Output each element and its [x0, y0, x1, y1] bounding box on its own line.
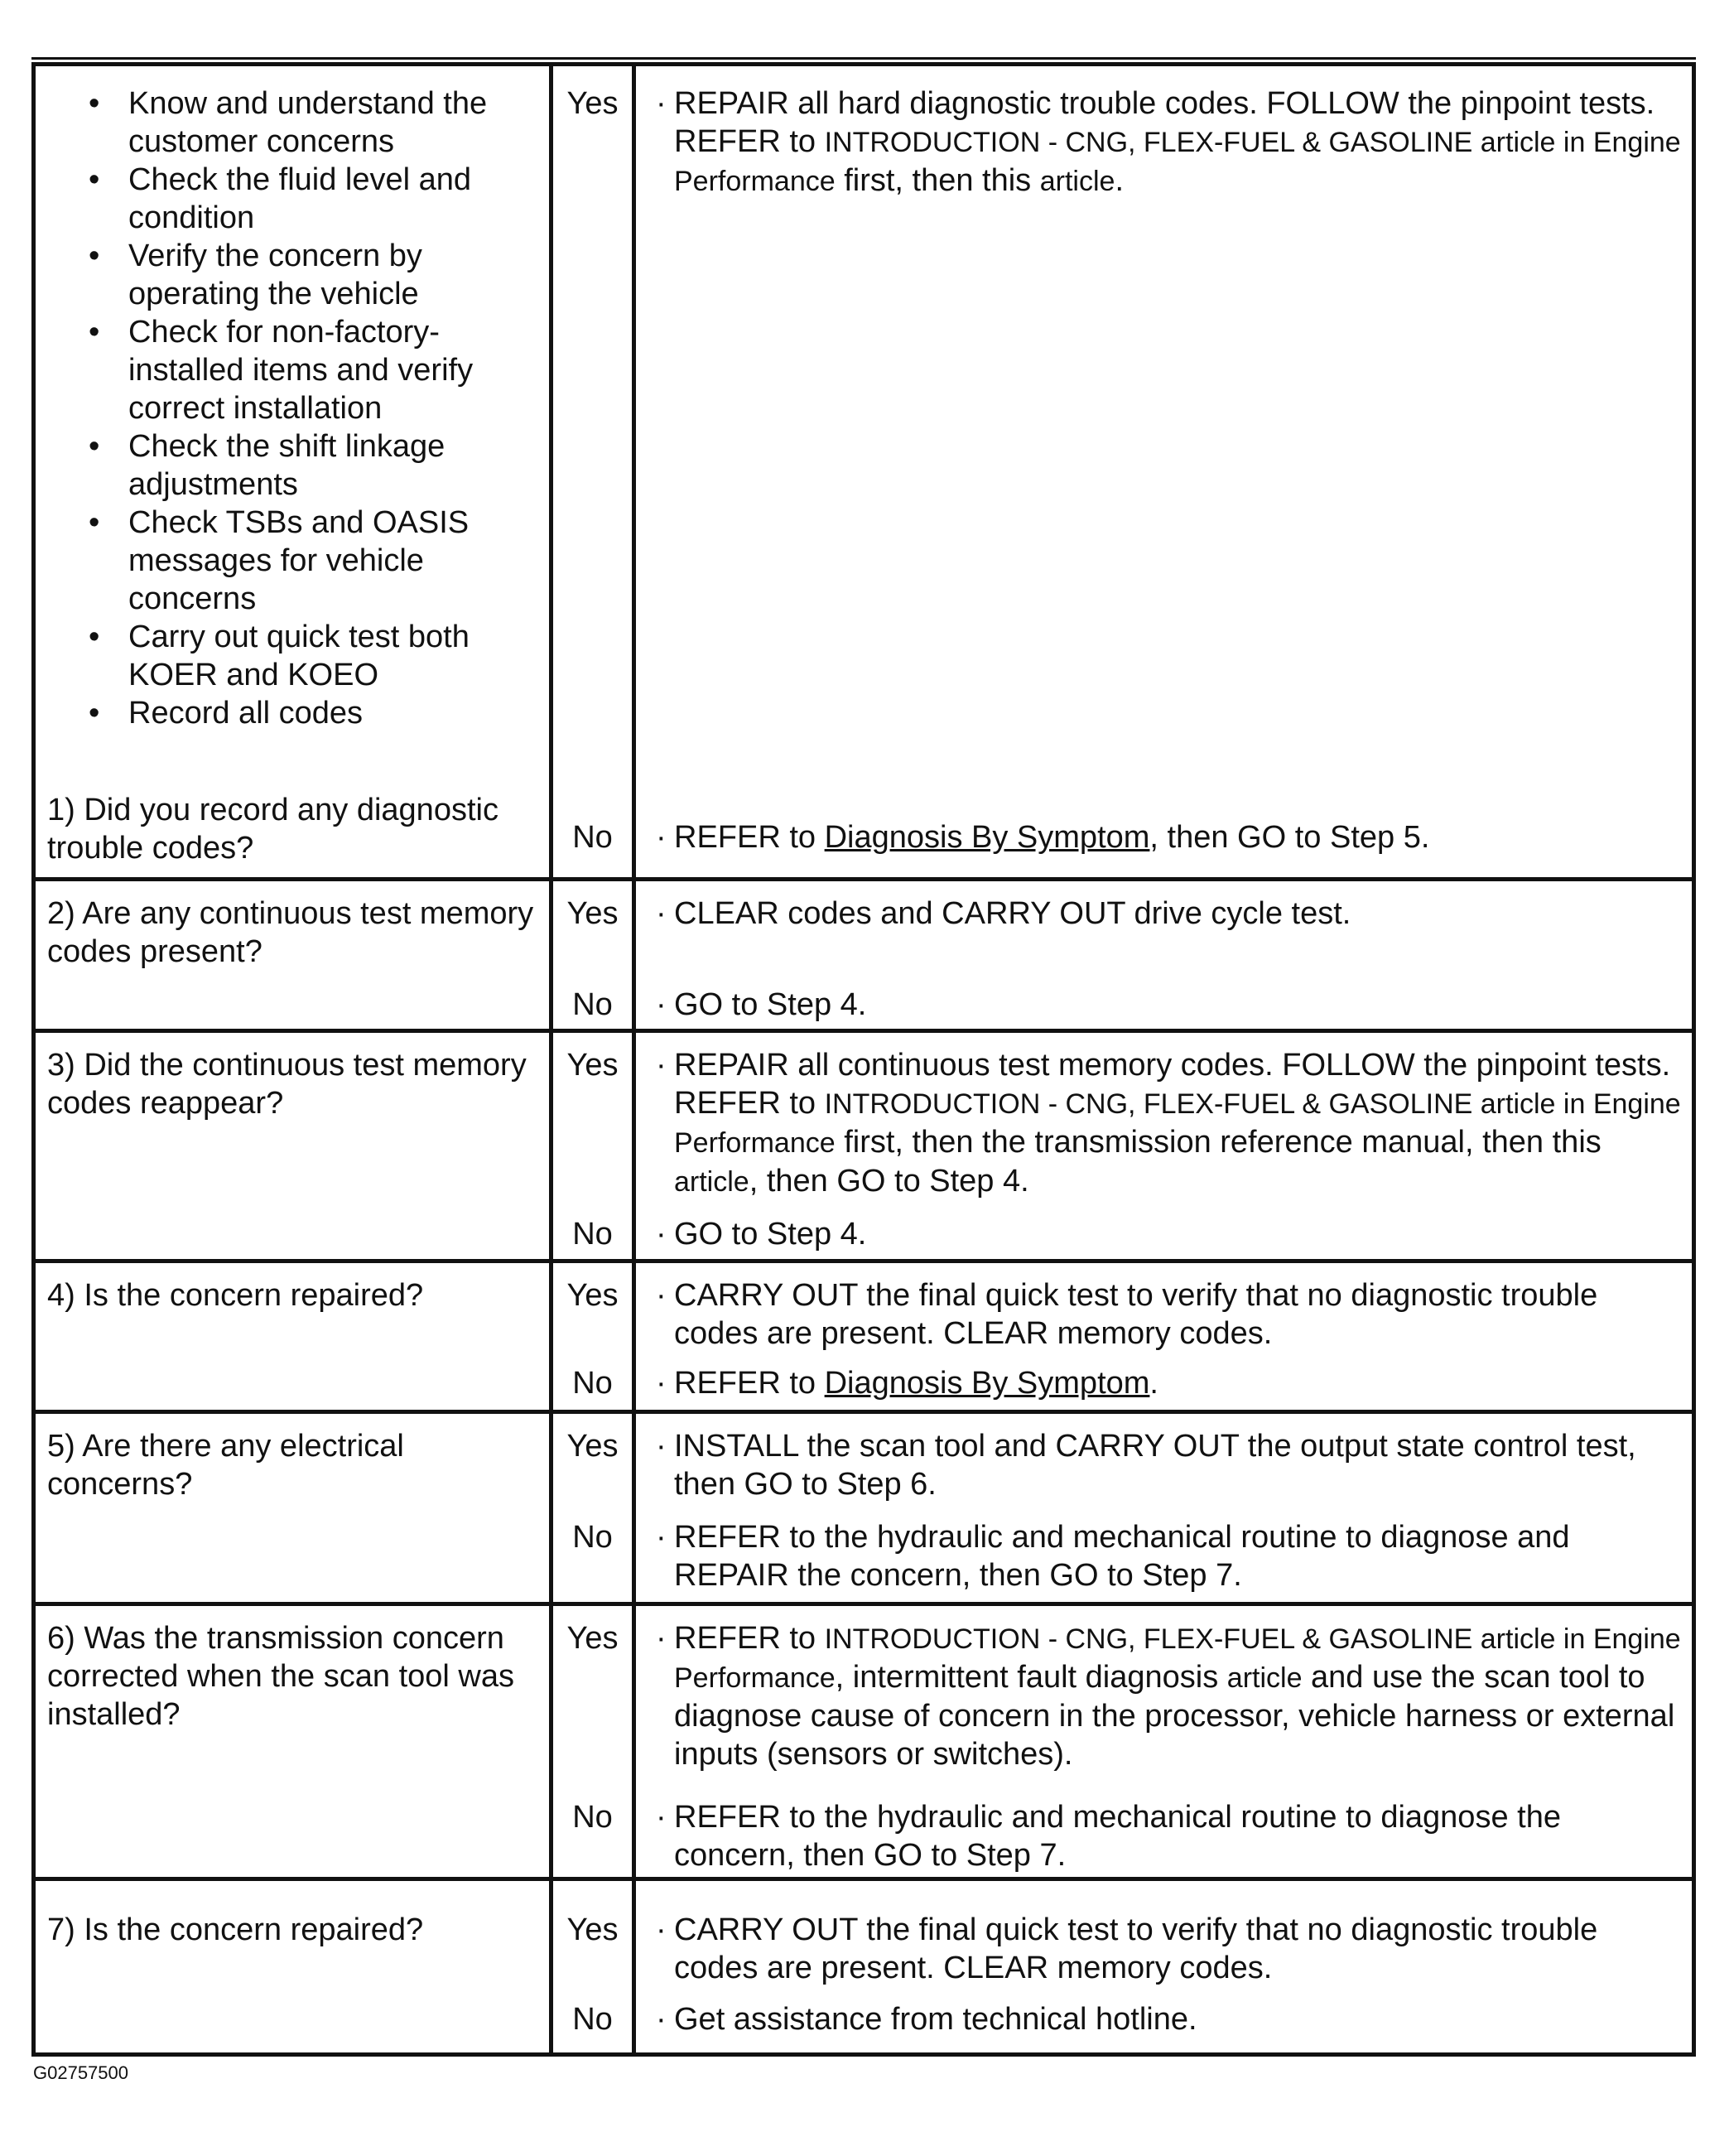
no-label: No — [572, 1366, 613, 1401]
step-7-row — [36, 1881, 1692, 2052]
checklist-item: • Check the fluid level and condition — [128, 161, 544, 237]
diagnosis-by-symptom-link[interactable]: Diagnosis By Symptom — [824, 1366, 1150, 1401]
figure-id: G02757500 — [33, 2062, 128, 2083]
step-1-answer-cell — [636, 66, 1692, 877]
step-6-yes-no-cell — [553, 1606, 636, 1877]
step-5-question-cell — [36, 1414, 553, 1602]
step-3-yes-no-cell — [553, 1033, 636, 1259]
step-6-yes-answer: · REFER to INTRODUCTION - CNG, FLEX-FUEL & GASOLINE article in Engine Performance, intermittent fault diagnosis article and use the scan tool to diagnose cause of concern in the processor, vehicle harness or external inputs (sensors or switches). — [656, 1621, 1681, 1772]
no-label: No — [572, 820, 613, 855]
checklist-item: • Check TSBs and OASIS messages for vehicle concerns — [128, 504, 544, 618]
step-4-row — [36, 1263, 1692, 1414]
step-2-question-cell — [36, 881, 553, 1029]
step-1-question-cell — [36, 66, 553, 877]
yes-label: Yes — [566, 1048, 619, 1083]
no-label: No — [572, 1217, 613, 1252]
step-3-no-answer: · GO to Step 4. — [656, 1217, 867, 1252]
step-6-no-answer: · REFER to the hydraulic and mechanical routine to diagnose the concern, then GO to Step 7. — [656, 1800, 1561, 1873]
yes-label: Yes — [566, 896, 619, 931]
step-1-yes-no-cell — [553, 66, 636, 877]
step-4-yes-no-cell — [553, 1263, 636, 1410]
step-7-answer-cell — [636, 1881, 1692, 2052]
yes-label: Yes — [566, 86, 619, 121]
step-7-question-cell — [36, 1881, 553, 2052]
step-7-question: 7) Is the concern repaired? — [47, 1912, 424, 1947]
step-4-yes-answer: · CARRY OUT the final quick test to verify that no diagnostic trouble codes are present. CLEAR memory codes. — [656, 1278, 1598, 1351]
step-2-yes-answer: · CLEAR codes and CARRY OUT drive cycle test. — [656, 896, 1351, 931]
step-5-row — [36, 1414, 1692, 1606]
step-2-row — [36, 881, 1692, 1033]
step-1-yes-answer: · REPAIR all hard diagnostic trouble codes. FOLLOW the pinpoint tests. REFER to INTRODUCTION - CNG, FLEX-FUEL & GASOLINE article in Engine Performance first, then this article. — [656, 86, 1681, 198]
step-4-question-cell — [36, 1263, 553, 1410]
step-3-yes-answer: · REPAIR all continuous test memory codes. FOLLOW the pinpoint tests. REFER to INTRODUCTION - CNG, FLEX-FUEL & GASOLINE article in Engine Performance first, then the transmission reference manual, then this article, then GO to Step 4. — [656, 1048, 1681, 1199]
diagnosis-by-symptom-link[interactable]: Diagnosis By Symptom — [824, 820, 1150, 855]
step-6-answer-cell — [636, 1606, 1692, 1877]
step-2-question: 2) Are any continuous test memory codes present? — [47, 896, 534, 969]
step-4-no-answer: · REFER to Diagnosis By Symptom. — [656, 1366, 1158, 1401]
step-5-no-answer: · REFER to the hydraulic and mechanical routine to diagnose and REPAIR the concern, then GO to Step 7. — [656, 1520, 1570, 1593]
step-3-question: 3) Did the continuous test memory codes reappear? — [47, 1048, 527, 1121]
checklist-item: • Know and understand the customer concerns — [128, 84, 544, 161]
checklist-item: • Check the shift linkage adjustments — [128, 427, 544, 504]
step-3-question-cell — [36, 1033, 553, 1259]
yes-label: Yes — [566, 1278, 619, 1313]
step-5-yes-no-cell — [553, 1414, 636, 1602]
step-3-answer-cell — [636, 1033, 1692, 1259]
step-1-row — [36, 66, 1692, 881]
yes-label: Yes — [566, 1912, 619, 1947]
checklist-item: • Check for non-factory-installed items and verify correct installation — [128, 313, 544, 427]
step-6-question-cell — [36, 1606, 553, 1877]
step-2-no-answer: · GO to Step 4. — [656, 987, 867, 1022]
preliminary-checklist — [47, 84, 544, 732]
step-4-answer-cell — [636, 1263, 1692, 1410]
no-label: No — [572, 987, 613, 1022]
step-6-question: 6) Was the transmission concern corrected when the scan tool was installed? — [47, 1621, 514, 1732]
step-5-yes-answer: · INSTALL the scan tool and CARRY OUT the output state control test, then GO to Step 6. — [656, 1429, 1636, 1502]
no-label: No — [572, 1520, 613, 1555]
no-label: No — [572, 2002, 613, 2037]
step-1-question: 1) Did you record any diagnostic trouble codes? — [47, 793, 499, 866]
checklist-item: • Carry out quick test both KOER and KOEO — [128, 618, 544, 694]
step-7-no-answer: · Get assistance from technical hotline. — [656, 2002, 1197, 2037]
step-2-answer-cell — [636, 881, 1692, 1029]
step-7-yes-no-cell — [553, 1881, 636, 2052]
step-3-row — [36, 1033, 1692, 1263]
step-5-answer-cell — [636, 1414, 1692, 1602]
yes-label: Yes — [566, 1429, 619, 1464]
step-1-no-answer: · REFER to Diagnosis By Symptom, then GO to Step 5. — [656, 820, 1430, 855]
no-label: No — [572, 1800, 613, 1835]
diagnostic-table — [31, 62, 1696, 2057]
step-5-question: 5) Are there any electrical concerns? — [47, 1429, 404, 1502]
step-6-row — [36, 1606, 1692, 1881]
checklist-item: • Record all codes — [128, 694, 544, 732]
step-4-question: 4) Is the concern repaired? — [47, 1278, 424, 1313]
step-7-yes-answer: · CARRY OUT the final quick test to verify that no diagnostic trouble codes are present. CLEAR memory codes. — [656, 1912, 1598, 1985]
checklist-item: • Verify the concern by operating the vehicle — [128, 237, 544, 313]
yes-label: Yes — [566, 1621, 619, 1656]
step-2-yes-no-cell — [553, 881, 636, 1029]
